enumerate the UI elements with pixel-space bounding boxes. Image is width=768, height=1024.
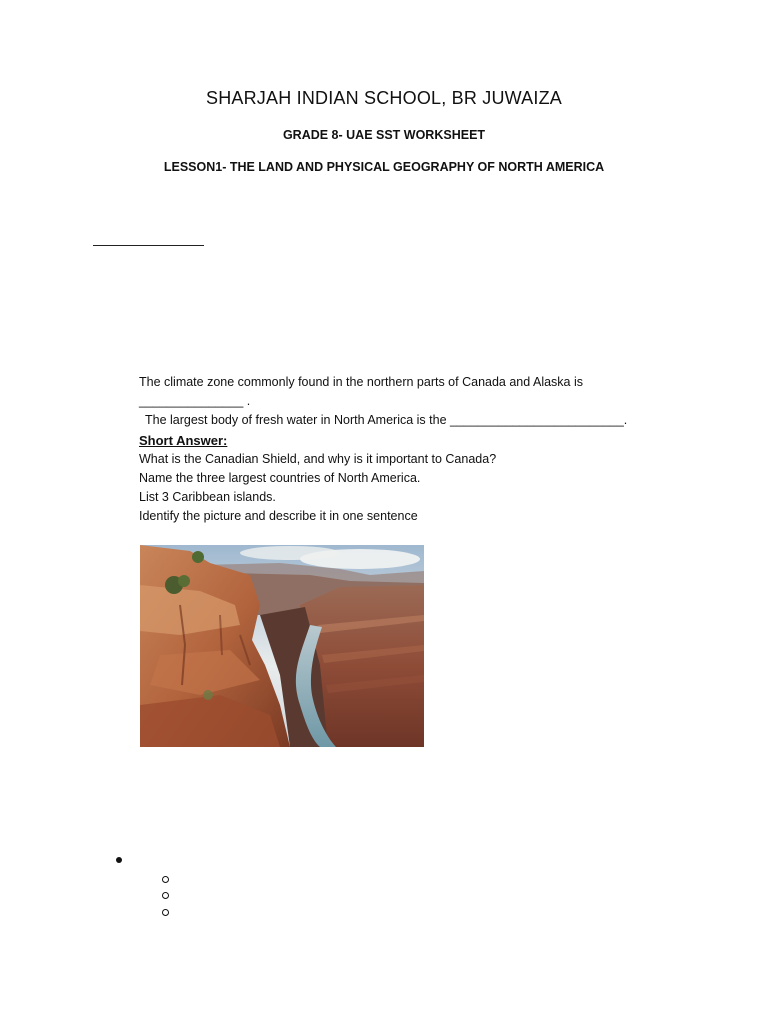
- short-answer-heading: Short Answer:: [139, 433, 228, 448]
- list-sub-bullet: [162, 892, 169, 899]
- question-fresh-water: The largest body of fresh water in North America is the _________________________.: [145, 413, 628, 427]
- school-title: SHARJAH INDIAN SCHOOL, BR JUWAIZA: [206, 88, 562, 108]
- list-sub-bullet: [162, 876, 169, 883]
- question-canadian-shield: What is the Canadian Shield, and why is it important to Canada?: [139, 452, 497, 466]
- list-sub-bullet: [162, 909, 169, 916]
- worksheet-subtitle: GRADE 8- UAE SST WORKSHEET: [282, 128, 486, 142]
- question-largest-countries: Name the three largest countries of North America.: [139, 471, 421, 485]
- canyon-photo: [140, 545, 424, 747]
- question-climate-zone: The climate zone commonly found in the northern parts of Canada and Alaska is: [139, 375, 584, 389]
- name-blank-line: [93, 245, 204, 246]
- list-bullet: [116, 857, 122, 863]
- question-identify-picture: Identify the picture and describe it in one sentence: [139, 509, 418, 523]
- question-caribbean-islands: List 3 Caribbean islands.: [139, 490, 276, 504]
- lesson-title: LESSON1- THE LAND AND PHYSICAL GEOGRAPHY OF NORTH AMERICA: [163, 160, 605, 174]
- question-climate-zone-blank: _______________ .: [139, 394, 251, 408]
